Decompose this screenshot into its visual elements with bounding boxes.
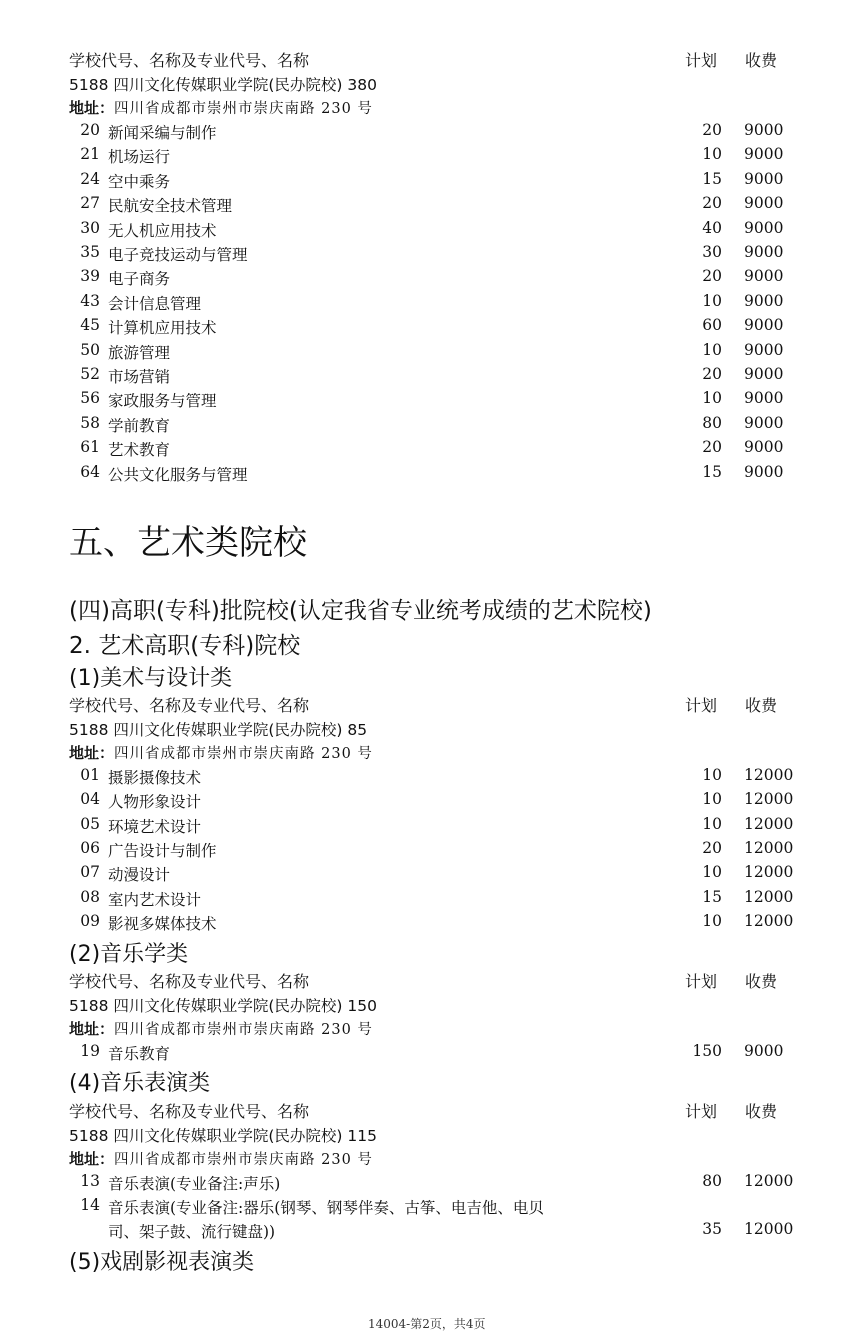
major-fee: 9000 — [744, 121, 784, 139]
major-fee: 9000 — [744, 413, 784, 432]
list-item-continuation — [78, 1220, 798, 1244]
header-plan: 计划 — [685, 696, 718, 715]
major-plan: 20 — [702, 267, 722, 286]
major-plan: 20 — [702, 121, 722, 139]
list-item — [78, 145, 798, 169]
address-label: 地址： — [69, 1020, 115, 1038]
major-name: 室内艺术设计 — [108, 890, 202, 909]
major-code: 64 — [80, 462, 100, 481]
address-line — [69, 742, 373, 763]
major-code: 52 — [80, 365, 100, 383]
address-line — [69, 1148, 373, 1169]
table-header — [69, 969, 789, 993]
category-title: (1)美术与设计类 — [69, 666, 233, 691]
list-item — [78, 365, 798, 389]
major-name: 会计信息管理 — [108, 294, 202, 313]
major-name: 计算机应用技术 — [108, 319, 217, 338]
major-name: 音乐表演(专业备注:器乐(钢琴、钢琴伴奏、古筝、电吉他、电贝 — [108, 1199, 544, 1217]
list-item — [78, 839, 798, 863]
list-item — [78, 414, 798, 438]
major-fee: 12000 — [744, 863, 794, 882]
list-item — [78, 1196, 798, 1220]
major-code: 09 — [80, 911, 100, 930]
header-plan: 计划 — [685, 51, 718, 70]
major-code: 39 — [80, 267, 100, 286]
major-fee: 9000 — [744, 218, 784, 237]
header-columns: 学校代号、名称及专业代号、名称 — [69, 51, 310, 70]
major-plan: 10 — [702, 145, 722, 164]
major-fee: 12000 — [744, 838, 794, 857]
major-fee: 12000 — [744, 911, 794, 930]
list-item — [78, 863, 798, 887]
header-columns: 学校代号、名称及专业代号、名称 — [69, 696, 310, 715]
major-fee: 9000 — [744, 316, 784, 335]
list-item — [78, 438, 798, 462]
major-name: 音乐教育 — [108, 1045, 171, 1063]
major-plan: 15 — [702, 169, 722, 188]
major-name: 人物形象设计 — [108, 793, 202, 812]
major-code: 19 — [80, 1042, 100, 1060]
header-fee: 收费 — [745, 696, 778, 715]
major-code: 35 — [80, 243, 100, 261]
list-item — [78, 341, 798, 365]
major-name: 公共文化服务与管理 — [108, 465, 248, 484]
major-plan: 20 — [702, 194, 722, 213]
major-fee: 9000 — [744, 243, 784, 261]
list-item — [78, 389, 798, 413]
list-item — [78, 815, 798, 839]
major-name-continuation: 司、架子鼓、流行键盘)) — [108, 1223, 276, 1241]
major-plan: 150 — [692, 1042, 722, 1060]
list-item — [78, 912, 798, 936]
major-name: 电子商务 — [108, 270, 171, 289]
major-plan: 20 — [702, 438, 722, 457]
category-title: (5)戏剧影视表演类 — [69, 1250, 255, 1275]
major-plan: 30 — [702, 243, 722, 261]
major-code: 43 — [80, 291, 100, 310]
list-item — [78, 292, 798, 316]
table-header — [69, 48, 789, 72]
major-plan: 10 — [702, 389, 722, 408]
major-fee: 12000 — [744, 1220, 794, 1238]
list-item — [78, 243, 798, 267]
major-fee: 9000 — [744, 462, 784, 481]
major-name: 机场运行 — [108, 148, 171, 167]
major-plan: 10 — [702, 911, 722, 930]
major-name: 广告设计与制作 — [108, 841, 217, 860]
school-line: 5188 四川文化传媒职业学院(民办院校) 380 — [69, 76, 377, 94]
major-code: 05 — [80, 814, 100, 833]
major-code: 27 — [80, 194, 100, 213]
table-header — [69, 693, 789, 717]
header-plan: 计划 — [685, 972, 718, 991]
major-code: 06 — [80, 838, 100, 857]
major-fee: 9000 — [744, 340, 784, 359]
major-name: 摄影摄像技术 — [108, 769, 202, 787]
major-name: 艺术教育 — [108, 441, 171, 460]
major-code: 01 — [80, 766, 100, 784]
table-header — [69, 1099, 789, 1123]
major-plan: 35 — [702, 1220, 722, 1238]
header-plan: 计划 — [685, 1102, 718, 1121]
address-text: 四川省成都市崇州市崇庆南路 230 号 — [114, 746, 373, 762]
major-code: 20 — [80, 121, 100, 139]
address-text: 四川省成都市崇州市崇庆南路 230 号 — [114, 1152, 373, 1168]
major-code: 50 — [80, 340, 100, 359]
major-name: 电子竞技运动与管理 — [108, 246, 248, 264]
major-fee: 9000 — [744, 389, 784, 408]
category-title: (4)音乐表演类 — [69, 1071, 211, 1096]
school-line: 5188 四川文化传媒职业学院(民办院校) 115 — [69, 1127, 377, 1145]
list-item — [78, 316, 798, 340]
list-item — [78, 121, 798, 145]
major-name: 学前教育 — [108, 416, 171, 435]
address-text: 四川省成都市崇州市崇庆南路 230 号 — [114, 101, 373, 117]
major-plan: 20 — [702, 365, 722, 383]
school-line: 5188 四川文化传媒职业学院(民办院校) 150 — [69, 997, 377, 1015]
major-name: 动漫设计 — [108, 866, 171, 885]
major-name: 民航安全技术管理 — [108, 197, 233, 216]
major-fee: 9000 — [744, 291, 784, 310]
list-item — [78, 219, 798, 243]
major-code: 45 — [80, 316, 100, 335]
major-fee: 9000 — [744, 169, 784, 188]
major-fee: 12000 — [744, 1172, 794, 1190]
sub2-title: 2. 艺术高职(专科)院校 — [69, 633, 301, 659]
major-code: 07 — [80, 863, 100, 882]
address-label: 地址： — [69, 99, 115, 117]
major-code: 21 — [80, 145, 100, 164]
major-plan: 10 — [702, 340, 722, 359]
major-fee: 9000 — [744, 194, 784, 213]
major-fee: 12000 — [744, 887, 794, 906]
major-fee: 9000 — [744, 145, 784, 164]
major-code: 58 — [80, 413, 100, 432]
major-name: 市场营销 — [108, 368, 171, 386]
header-fee: 收费 — [745, 51, 778, 70]
major-plan: 15 — [702, 887, 722, 906]
page-footer: 14004-第2页，共4页 — [368, 1317, 486, 1331]
major-code: 61 — [80, 438, 100, 457]
major-code: 13 — [80, 1172, 100, 1190]
major-plan: 40 — [702, 218, 722, 237]
list-item — [78, 170, 798, 194]
list-item — [78, 194, 798, 218]
major-name: 影视多媒体技术 — [108, 914, 217, 933]
major-name: 家政服务与管理 — [108, 392, 217, 411]
major-name: 旅游管理 — [108, 343, 171, 362]
major-plan: 10 — [702, 766, 722, 784]
major-fee: 9000 — [744, 438, 784, 457]
major-plan: 10 — [702, 863, 722, 882]
major-fee: 9000 — [744, 365, 784, 383]
major-fee: 12000 — [744, 766, 794, 784]
major-code: 14 — [80, 1196, 100, 1214]
major-plan: 10 — [702, 291, 722, 310]
major-code: 24 — [80, 169, 100, 188]
major-plan: 20 — [702, 838, 722, 857]
major-plan: 10 — [702, 790, 722, 809]
list-item — [78, 267, 798, 291]
major-fee: 9000 — [744, 267, 784, 286]
major-plan: 80 — [702, 413, 722, 432]
address-line — [69, 97, 373, 118]
header-fee: 收费 — [745, 1102, 778, 1121]
major-name: 无人机应用技术 — [108, 221, 217, 240]
major-fee: 12000 — [744, 790, 794, 809]
major-name: 空中乘务 — [108, 172, 171, 191]
list-item — [78, 766, 798, 790]
school-line: 5188 四川文化传媒职业学院(民办院校) 85 — [69, 721, 368, 739]
major-plan: 10 — [702, 814, 722, 833]
list-item — [78, 1042, 798, 1066]
major-code: 04 — [80, 790, 100, 809]
address-line — [69, 1018, 373, 1039]
major-plan: 80 — [702, 1172, 722, 1190]
subsection-title: (四)高职(专科)批院校(认定我省专业统考成绩的艺术院校) — [69, 598, 652, 624]
major-code: 08 — [80, 887, 100, 906]
major-code: 30 — [80, 218, 100, 237]
major-fee: 12000 — [744, 814, 794, 833]
list-item — [78, 888, 798, 912]
major-name: 环境艺术设计 — [108, 817, 202, 836]
major-name: 新闻采编与制作 — [108, 124, 217, 142]
major-fee: 9000 — [744, 1042, 784, 1060]
major-plan: 60 — [702, 316, 722, 335]
header-columns: 学校代号、名称及专业代号、名称 — [69, 1102, 310, 1121]
list-item — [78, 790, 798, 814]
header-fee: 收费 — [745, 972, 778, 991]
address-label: 地址： — [69, 744, 115, 762]
address-text: 四川省成都市崇州市崇庆南路 230 号 — [114, 1022, 373, 1038]
major-plan: 15 — [702, 462, 722, 481]
section-title: 五、艺术类院校 — [69, 523, 307, 563]
major-code: 56 — [80, 389, 100, 408]
address-label: 地址： — [69, 1150, 115, 1168]
major-name: 音乐表演(专业备注:声乐) — [108, 1175, 281, 1193]
list-item — [78, 463, 798, 487]
list-item — [78, 1172, 798, 1196]
category-title: (2)音乐学类 — [69, 942, 189, 967]
header-columns: 学校代号、名称及专业代号、名称 — [69, 972, 310, 991]
